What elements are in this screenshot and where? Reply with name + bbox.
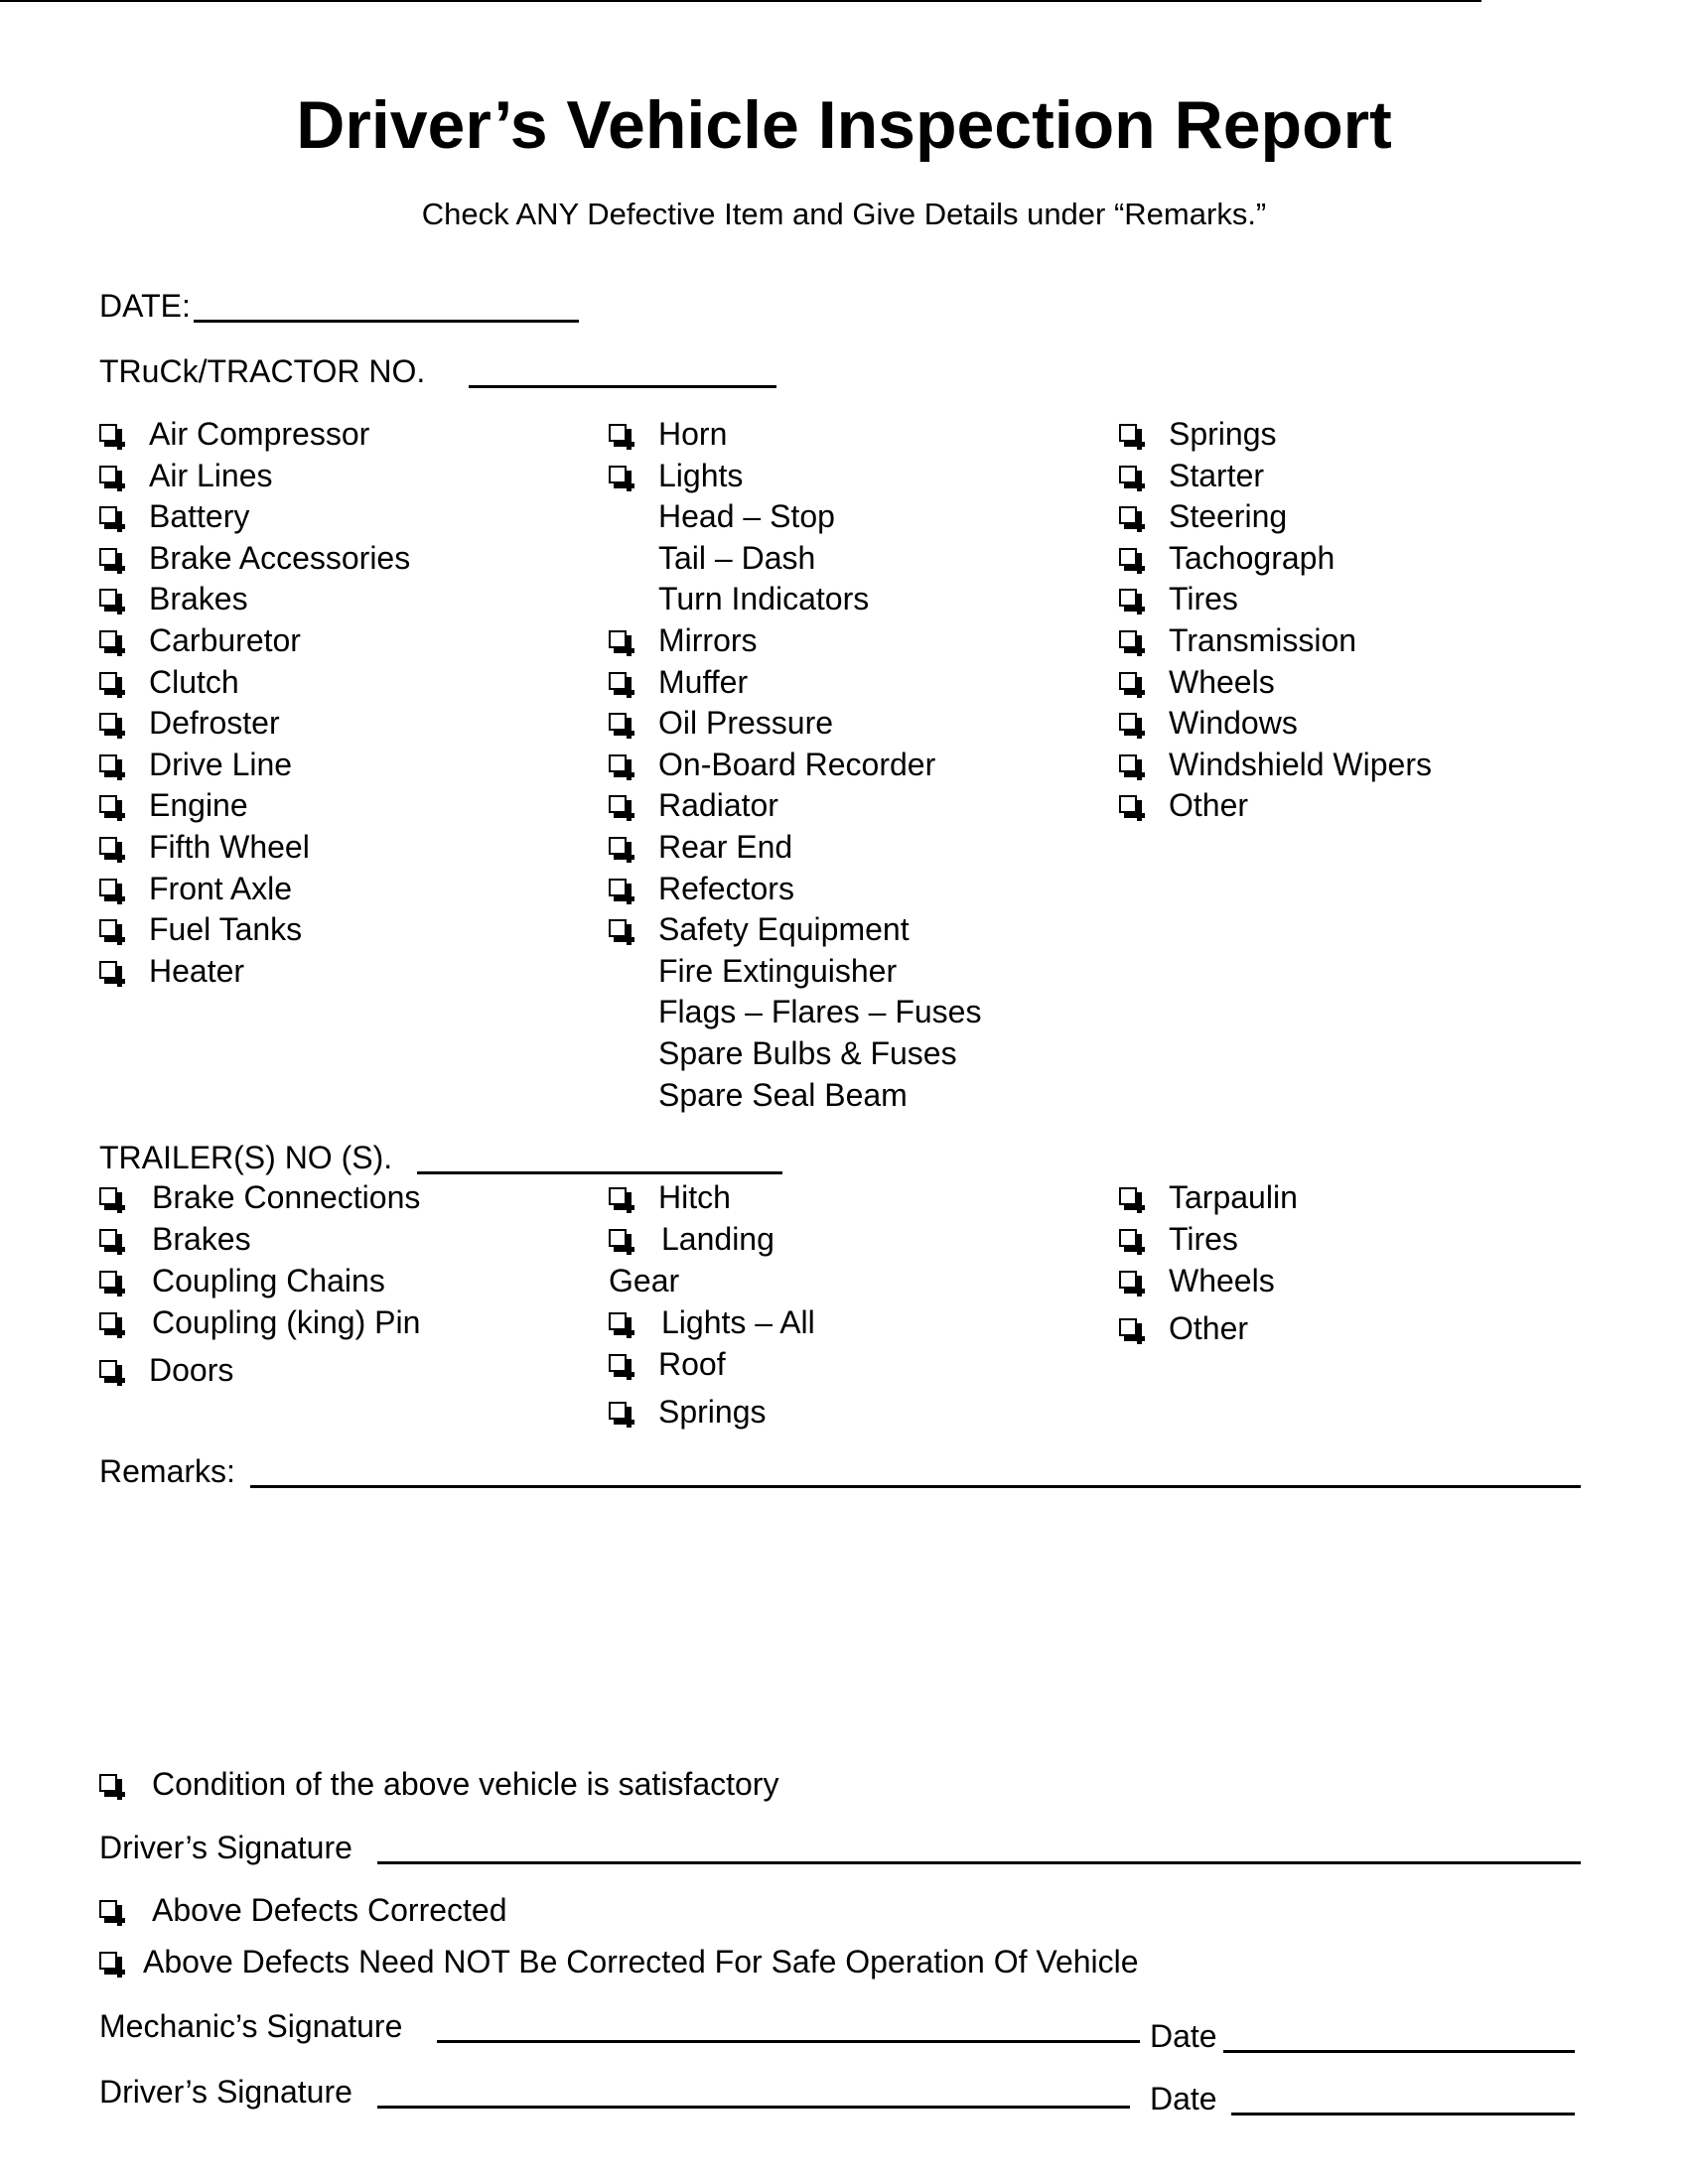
checkbox[interactable] (99, 919, 117, 937)
checklist-item-label: Roof (658, 1346, 726, 1382)
instructions-subtitle: Check ANY Defective Item and Give Details under “Remarks.” (421, 197, 1267, 231)
remarks-field[interactable] (250, 1485, 1581, 1488)
checkbox[interactable] (609, 424, 627, 442)
checklist-item-label: Drive Line (149, 746, 293, 782)
checkbox[interactable] (609, 795, 627, 813)
defects-not-needed-item[interactable] (99, 1942, 1390, 1981)
checkbox[interactable] (99, 672, 117, 690)
page-title: Driver’s Vehicle Inspection Report (296, 87, 1392, 163)
checklist-item-label: Battery (149, 498, 250, 535)
checklist-item-label: Coupling (king) Pin (152, 1304, 421, 1340)
checkbox[interactable] (609, 1229, 627, 1247)
checklist-item-label: Radiator (658, 787, 778, 824)
checklist-item-label: Spare Seal Beam (658, 1076, 908, 1113)
checklist-item-label: Mirrors (658, 622, 758, 658)
checkbox[interactable] (1119, 713, 1137, 731)
defects-corrected-item[interactable] (99, 1890, 993, 1930)
checkbox[interactable] (99, 713, 117, 731)
checklist-item-label: Defroster (149, 705, 280, 742)
checklist-item-continuation (609, 1261, 679, 1300)
truck-tractor-no-label: TRuCk/TRACTOR NO. (99, 353, 426, 389)
satisfactory-label: Condition of the above vehicle is satisfactory (152, 1766, 779, 1802)
checklist-item-label: Spare Bulbs & Fuses (658, 1035, 957, 1071)
checkbox[interactable] (99, 424, 117, 442)
checklist-item-label: Lights – All (661, 1304, 815, 1340)
checklist-item-label: Tarpaulin (1169, 1179, 1298, 1215)
checklist-item-label: Heater (149, 952, 245, 989)
checklist-item-label: Air Compressor (149, 416, 370, 452)
checklist-item-label: Head – Stop (658, 498, 835, 535)
checkbox[interactable] (609, 879, 627, 896)
checkbox[interactable] (1119, 589, 1137, 607)
checklist-item-label: Other (1169, 787, 1249, 824)
trailer-items-column-2 (609, 1177, 1105, 1435)
checkbox[interactable] (99, 879, 117, 896)
date-label: DATE: (99, 288, 191, 324)
checkbox[interactable] (99, 466, 117, 483)
mechanic-date-label: Date (1150, 2018, 1217, 2054)
trailer-no-label: TRAILER(S) NO (S). (99, 1140, 393, 1175)
checklist-item-label: Carburetor (149, 622, 301, 658)
checklist-item-label: Fuel Tanks (149, 911, 303, 948)
checkbox[interactable] (99, 961, 117, 979)
driver-signature-label: Driver’s Signature (99, 1830, 352, 1865)
checklist-item-label: Engine (149, 787, 248, 824)
checklist-item-label: Springs (1169, 416, 1277, 452)
checkbox[interactable] (609, 837, 627, 855)
checklist-item-label: Brake Connections (152, 1179, 421, 1215)
checklist-item-label: Tachograph (1169, 539, 1336, 576)
checklist-item-label: Lights (658, 457, 744, 493)
checkbox[interactable] (609, 1354, 627, 1372)
checkbox[interactable] (1119, 506, 1137, 524)
checkbox[interactable] (99, 1774, 117, 1792)
checkbox[interactable] (1119, 754, 1137, 772)
checklist-item-label: Landing (661, 1221, 774, 1257)
checklist-item-label: Flags – Flares – Fuses (658, 994, 982, 1030)
checkbox[interactable] (609, 754, 627, 772)
driver-signature-field-2[interactable] (377, 2106, 1130, 2109)
checklist-item-label: Starter (1169, 457, 1265, 493)
checkbox[interactable] (1119, 795, 1137, 813)
checklist-item-label: Brakes (149, 581, 248, 617)
checkbox[interactable] (99, 589, 117, 607)
driver-signature-label-2: Driver’s Signature (99, 2074, 352, 2110)
checklist-item-label: Windshield Wipers (1169, 746, 1432, 782)
checkbox[interactable] (609, 466, 627, 483)
checklist-item-label: Wheels (1169, 663, 1275, 700)
checklist-item-label: Turn Indicators (658, 581, 870, 617)
checkbox[interactable] (99, 754, 117, 772)
checkbox[interactable] (1119, 466, 1137, 483)
checklist-item-label: Rear End (658, 829, 793, 865)
checkbox[interactable] (1119, 672, 1137, 690)
checklist-item-label: Clutch (149, 663, 239, 700)
checkbox[interactable] (609, 672, 627, 690)
checkbox[interactable] (99, 1900, 117, 1918)
checklist-item-label: Wheels (1169, 1263, 1275, 1298)
checkbox[interactable] (99, 506, 117, 524)
checkbox[interactable] (1119, 1229, 1137, 1247)
checkbox[interactable] (1119, 1187, 1137, 1205)
checkbox[interactable] (99, 837, 117, 855)
checklist-item-label: Air Lines (149, 457, 273, 493)
checklist-item-label: Other (1169, 1310, 1249, 1346)
checklist-item-label: Windows (1169, 705, 1298, 742)
checklist-item-label: Brake Accessories (149, 539, 411, 576)
checklist-item-label: Fire Extinguisher (658, 952, 898, 989)
defects-corrected-label: Above Defects Corrected (152, 1892, 507, 1928)
checklist-item-label: Muffer (658, 663, 749, 700)
checkbox[interactable] (99, 548, 117, 566)
satisfactory-item[interactable] (99, 1764, 993, 1804)
checkbox[interactable] (99, 1229, 117, 1247)
defects-not-needed-label: Above Defects Need NOT Be Corrected For Safe Operation Of Vehicle (143, 1944, 1139, 1979)
checklist-item-label: Coupling Chains (152, 1263, 385, 1298)
checkbox[interactable] (1119, 630, 1137, 648)
date-field[interactable] (194, 320, 579, 323)
checkbox[interactable] (99, 1187, 117, 1205)
top-rule (0, 0, 1481, 2)
checkbox[interactable] (609, 713, 627, 731)
truck-tractor-no-field[interactable] (469, 385, 776, 388)
checkbox[interactable] (99, 1312, 117, 1330)
checklist-item-label: Doors (149, 1352, 234, 1388)
checkbox[interactable] (99, 795, 117, 813)
checklist-item-label: Safety Equipment (658, 911, 910, 948)
remarks-label: Remarks: (99, 1453, 235, 1489)
checkbox[interactable] (1119, 1318, 1137, 1336)
checkbox[interactable] (99, 1952, 117, 1970)
checklist-item-label: Horn (658, 416, 728, 452)
checklist-item-label: Refectors (658, 870, 794, 906)
checkbox[interactable] (1119, 548, 1137, 566)
checkbox[interactable] (609, 1402, 627, 1420)
checkbox[interactable] (609, 1312, 627, 1330)
checkbox[interactable] (99, 1271, 117, 1289)
checklist-item-label: Tires (1169, 581, 1238, 617)
checklist-item-label: Oil Pressure (658, 705, 834, 742)
checkbox[interactable] (609, 1187, 627, 1205)
checkbox[interactable] (99, 630, 117, 648)
checklist-item-label: Gear (609, 1263, 680, 1298)
checkbox[interactable] (99, 1360, 117, 1378)
checklist-item-label: Transmission (1169, 622, 1357, 658)
mechanic-date-field[interactable] (1223, 2050, 1575, 2053)
driver-signature-field[interactable] (377, 1861, 1581, 1864)
checklist-item-label: Hitch (658, 1179, 731, 1215)
checkbox[interactable] (609, 630, 627, 648)
checkbox[interactable] (1119, 424, 1137, 442)
checkbox[interactable] (1119, 1271, 1137, 1289)
checklist-item-label: Steering (1169, 498, 1288, 535)
checklist-item-label: Fifth Wheel (149, 829, 310, 865)
trailer-no-field[interactable] (417, 1171, 782, 1174)
checklist-item-label: On-Board Recorder (658, 746, 936, 782)
mechanic-signature-label: Mechanic’s Signature (99, 2008, 403, 2044)
checklist-item-label: Springs (658, 1394, 767, 1430)
checklist-item-label: Tires (1169, 1221, 1238, 1257)
checklist-item-label: Brakes (152, 1221, 251, 1257)
checklist-item-label: Front Axle (149, 870, 293, 906)
driver-date-field[interactable] (1231, 2113, 1575, 2116)
checkbox[interactable] (609, 919, 627, 937)
checklist-item-label: Tail – Dash (658, 539, 816, 576)
driver-date-label: Date (1150, 2081, 1217, 2116)
mechanic-signature-field[interactable] (437, 2040, 1140, 2043)
